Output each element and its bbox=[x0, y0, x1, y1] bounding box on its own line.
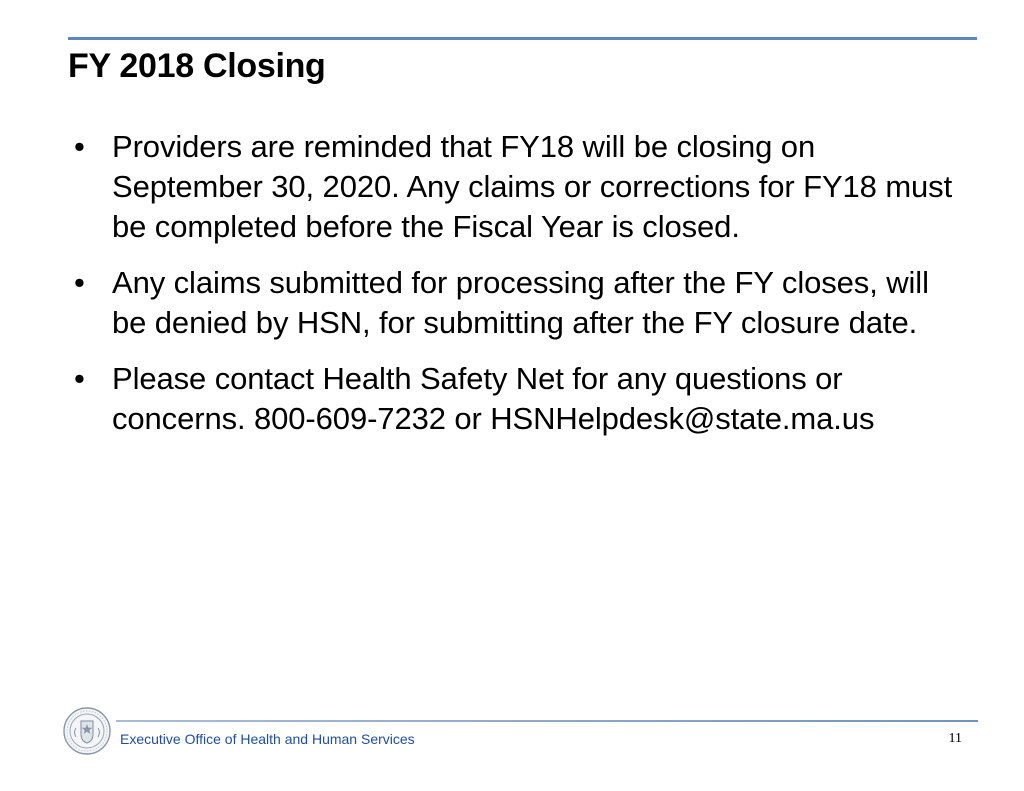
bullet-marker: • bbox=[74, 361, 85, 396]
title-divider bbox=[68, 37, 977, 40]
bullet-marker: • bbox=[74, 129, 85, 164]
bullet-text: Any claims submitted for processing after the FY closes, will be denied by HSN, for submitting after the FY closure date. bbox=[112, 265, 929, 340]
massachusetts-seal-icon bbox=[62, 706, 112, 756]
bullet-list bbox=[68, 127, 968, 455]
bullet-item bbox=[68, 359, 968, 439]
bullet-marker: • bbox=[74, 265, 85, 300]
page-number: 11 bbox=[948, 731, 962, 746]
slide-title: FY 2018 Closing bbox=[68, 47, 326, 85]
footer-organization: Executive Office of Health and Human Services bbox=[120, 731, 415, 747]
footer-divider bbox=[116, 720, 978, 722]
bullet-text: Providers are reminded that FY18 will be closing on September 30, 2020. Any claims or corrections for FY18 must be completed before the Fiscal Year is closed. bbox=[112, 129, 953, 244]
bullet-item bbox=[68, 263, 968, 343]
bullet-item bbox=[68, 127, 968, 247]
bullet-text: Please contact Health Safety Net for any questions or concerns. 800-609-7232 or HSNHelpdesk@state.ma.us bbox=[112, 361, 875, 436]
